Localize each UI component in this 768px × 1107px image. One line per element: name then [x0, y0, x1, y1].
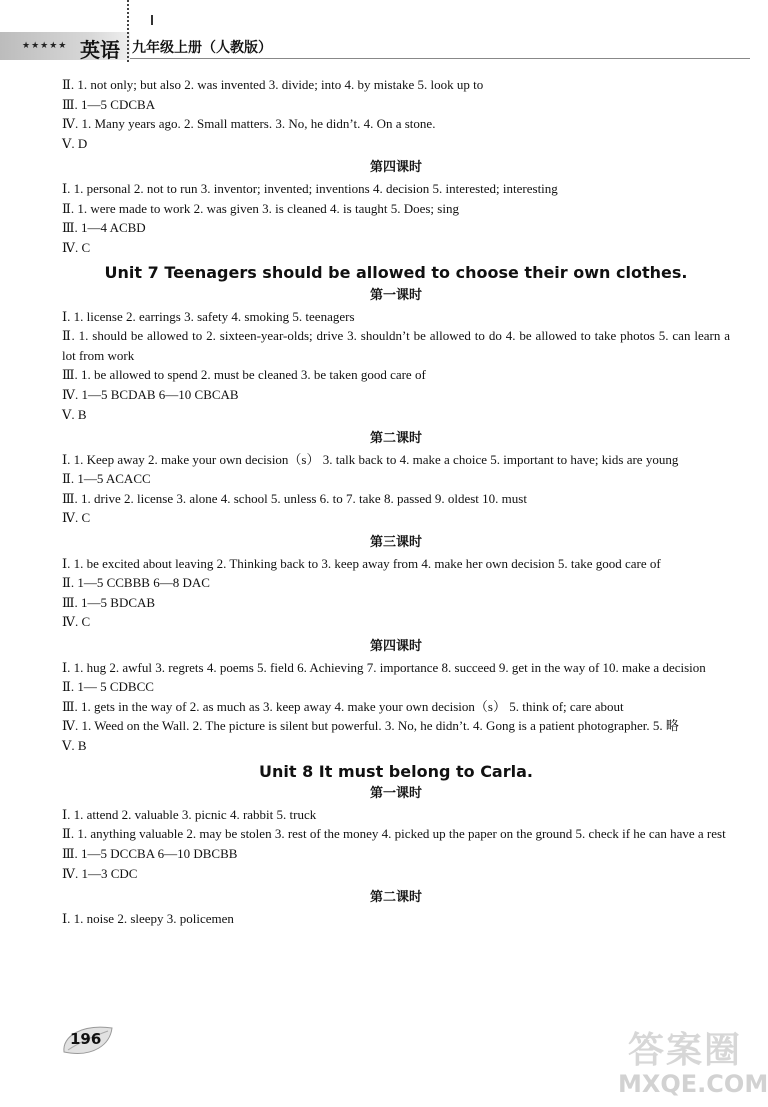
lesson-heading: 第四课时	[369, 160, 422, 176]
answer-line: Ⅲ. 1. gets in the way of 2. as much as 3. keep away 4. make your own decision（s） 5. think of; care about	[62, 698, 624, 714]
lesson-heading: 第一课时	[369, 287, 422, 303]
answer-line: Ⅰ. 1. noise 2. sleepy 3. policemen	[62, 910, 234, 926]
answer-line: Ⅲ. 1—5 BDCAB	[62, 594, 156, 610]
binding-mark	[151, 15, 153, 25]
answer-line: Ⅱ. 1. anything valuable 2. may be stolen 3. rest of the money 4. picked up the paper on the ground 5. check if he can have a rest	[62, 826, 726, 842]
answer-line: Ⅱ. 1. not only; but also 2. was invented 3. divide; into 4. by mistake 5. look up to	[62, 77, 484, 92]
answer-line: Ⅲ. 1—5 CDCBA	[62, 96, 156, 112]
header-rule	[130, 58, 750, 59]
lesson-heading: 第四课时	[369, 639, 422, 655]
answer-line: Ⅱ. 1—5 CCBBB 6—8 DAC	[62, 575, 210, 591]
lesson-heading: 第一课时	[369, 786, 422, 802]
answer-line: Ⅱ. 1. should be allowed to 2. sixteen-year-olds; drive 3. shouldn’t be allowed to do 4. be allowed to take photos 5. can learn a lot from work	[62, 328, 730, 363]
answer-line: Ⅳ. 1—3 CDC	[62, 865, 138, 881]
answer-line: Ⅱ. 1. were made to work 2. was given 3. is cleaned 4. is taught 5. Does; sing	[62, 200, 459, 216]
answer-line: Ⅳ. C	[62, 614, 91, 630]
answer-line: Ⅳ. 1—5 BCDAB 6—10 CBCAB	[62, 386, 239, 402]
page-header	[0, 30, 750, 60]
lesson-heading: 第二课时	[369, 890, 422, 906]
lesson-heading: 第二课时	[369, 431, 422, 447]
answer-line: Ⅴ. B	[62, 738, 87, 753]
watermark	[612, 1022, 768, 1102]
answer-line: Ⅰ. 1. Keep away 2. make your own decision（s） 3. talk back to 4. make a choice 5. important to have; kids are young	[62, 451, 679, 467]
answer-line: Ⅲ. 1—4 ACBD	[62, 220, 146, 236]
answer-line: Ⅳ. 1. Weed on the Wall. 2. The picture is silent but powerful. 3. No, he didn’t. 4. Gong is a patient photographer. 5. 略	[62, 718, 679, 734]
unit-heading: Unit 8 It must belong to Carla.	[259, 761, 533, 781]
answer-line: Ⅴ. D	[62, 135, 88, 151]
answer-line: Ⅲ. 1—5 DCCBA 6—10 DBCBB	[62, 845, 238, 861]
answer-line: Ⅳ. C	[62, 239, 91, 255]
answer-line: Ⅱ. 1— 5 CDBCC	[62, 679, 154, 695]
answer-line: Ⅲ. 1. drive 2. license 3. alone 4. school 5. unless 6. to 7. take 8. passed 9. oldest 10. must	[62, 490, 527, 506]
answer-line: Ⅰ. 1. license 2. earrings 3. safety 4. smoking 5. teenagers	[62, 308, 355, 324]
page-number: 196	[70, 1030, 102, 1048]
answer-line: Ⅳ. 1. Many years ago. 2. Small matters. 3. No, he didn’t. 4. On a stone.	[62, 116, 436, 132]
answer-line: Ⅰ. 1. attend 2. valuable 3. picnic 4. rabbit 5. truck	[62, 806, 317, 822]
watermark-url: MXQE.COM	[618, 1070, 768, 1098]
answer-line: Ⅰ. 1. be excited about leaving 2. Thinking back to 3. keep away from 4. make her own decision 5. take good care of	[62, 555, 661, 571]
answer-line: Ⅴ. B	[62, 406, 87, 422]
binding-line	[127, 0, 129, 62]
answer-line: Ⅰ. 1. personal 2. not to run 3. inventor; invented; inventions 4. decision 5. interested; interesting	[62, 180, 558, 196]
watermark-logo-text: 答案圈	[628, 1030, 743, 1071]
page-number-badge	[60, 1022, 116, 1060]
answer-line: Ⅳ. C	[62, 510, 91, 526]
rating-stars-icon: ★★★★★	[22, 41, 68, 51]
unit-heading: Unit 7 Teenagers should be allowed to choose their own clothes.	[104, 263, 688, 283]
answer-line: Ⅰ. 1. hug 2. awful 3. regrets 4. poems 5. field 6. Achieving 7. importance 8. succeed 9. get in the way of 10. make a decision	[62, 659, 706, 675]
subject-title: 英语	[80, 38, 120, 62]
lesson-heading: 第三课时	[369, 535, 422, 551]
answer-line: Ⅲ. 1. be allowed to spend 2. must be cleaned 3. be taken good care of	[62, 367, 426, 383]
answer-key-content	[62, 75, 730, 928]
answer-line: Ⅱ. 1—5 ACACC	[62, 471, 151, 487]
book-title: 九年级上册（人教版）	[132, 40, 272, 56]
